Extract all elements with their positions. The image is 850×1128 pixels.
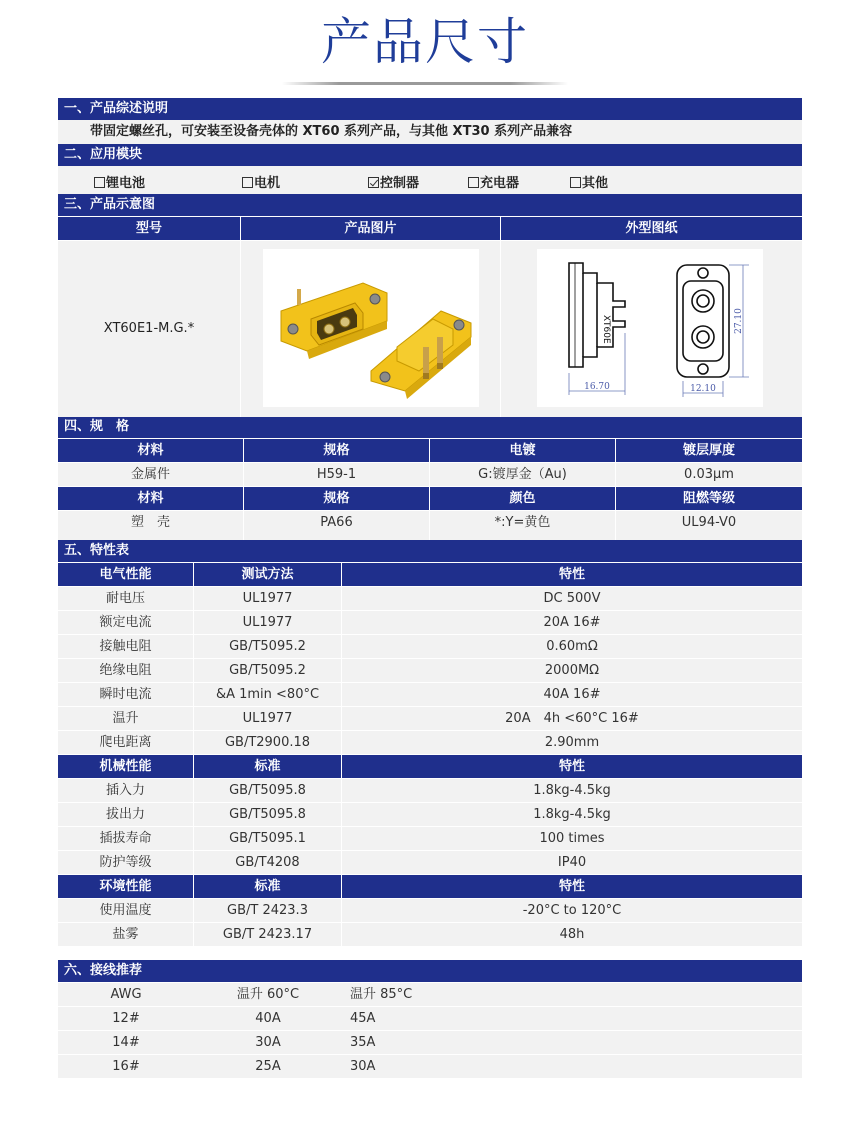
electrical-cell: 接触电阻 — [58, 635, 194, 658]
environment-row — [58, 922, 802, 946]
environment-header-row — [58, 874, 802, 898]
spec-cell: 0.03μm — [616, 463, 802, 486]
environment-cell: 盐雾 — [58, 923, 194, 946]
spec-cell: PA66 — [244, 511, 430, 540]
application-item-battery[interactable]: 锂电池 — [94, 172, 145, 191]
environment-cell: 使用温度 — [58, 899, 194, 922]
electrical-cell: 瞬时电流 — [58, 683, 194, 706]
mechanical-row — [58, 802, 802, 826]
mechanical-cell: 1.8kg-4.5kg — [342, 803, 802, 826]
spec-cell: UL94-V0 — [616, 511, 802, 540]
spec-header-cell: 颜色 — [430, 487, 616, 510]
electrical-row — [58, 658, 802, 682]
wiring-cell: 30A — [342, 1055, 802, 1078]
mechanical-header-row — [58, 754, 802, 778]
wiring-cell: 30A — [194, 1031, 342, 1054]
wiring-cell: 25A — [194, 1055, 342, 1078]
environment-header-cell: 环境性能 — [58, 875, 194, 898]
checkbox-icon[interactable] — [468, 177, 479, 188]
wiring-row — [58, 1030, 802, 1054]
wiring-header-cell: 温升 85°C — [342, 983, 802, 1006]
spec-header-cell: 镀层厚度 — [616, 439, 802, 462]
section-overview-header: 一、产品综述说明 — [58, 98, 802, 120]
environment-header-cell: 特性 — [342, 875, 802, 898]
mechanical-cell: GB/T5095.8 — [194, 803, 342, 826]
section-application-header: 二、应用模块 — [58, 144, 802, 166]
wiring-cell: 35A — [342, 1031, 802, 1054]
spec-header-cell: 材料 — [58, 439, 244, 462]
environment-cell: 48h — [342, 923, 802, 946]
dim-height-label: 27.10 — [734, 308, 744, 334]
mechanical-cell: GB/T5095.8 — [194, 779, 342, 802]
overview-text: 带固定螺丝孔，可安装至设备壳体的 XT60 系列产品，与其他 XT30 系列产品兼容 — [58, 120, 802, 144]
mechanical-row — [58, 850, 802, 874]
spec-header-cell: 规格 — [244, 439, 430, 462]
col-drawing: 外型图纸 — [501, 217, 802, 240]
electrical-row — [58, 610, 802, 634]
section-spec-header: 四、规 格 — [58, 416, 802, 438]
spec-header-cell: 材料 — [58, 487, 244, 510]
mechanical-cell: 拔出力 — [58, 803, 194, 826]
application-item-other[interactable]: 其他 — [570, 172, 608, 191]
diagram-table-header — [58, 216, 802, 240]
spec-data-row-2 — [58, 510, 802, 540]
spec-cell: H59-1 — [244, 463, 430, 486]
mechanical-cell: 插入力 — [58, 779, 194, 802]
checkbox-icon[interactable] — [94, 177, 105, 188]
electrical-header-cell: 特性 — [342, 563, 802, 586]
section-wiring-header: 六、接线推荐 — [58, 960, 802, 982]
dim-width-label: 16.70 — [584, 382, 610, 392]
wiring-row — [58, 1006, 802, 1030]
spec-header-row-2 — [58, 486, 802, 510]
spec-header-cell: 规格 — [244, 487, 430, 510]
mechanical-cell: 100 times — [342, 827, 802, 850]
environment-row — [58, 898, 802, 922]
electrical-header-cell: 测试方法 — [194, 563, 342, 586]
wiring-cell: 12# — [58, 1007, 194, 1030]
col-photo: 产品图片 — [241, 217, 501, 240]
product-photo-cell — [241, 241, 501, 417]
electrical-cell: DC 500V — [342, 587, 802, 610]
spec-cell: 金属件 — [58, 463, 244, 486]
model-number: XT60E1-M.G.* — [58, 241, 241, 417]
checkbox-icon[interactable] — [570, 177, 581, 188]
electrical-cell: 温升 — [58, 707, 194, 730]
connector-photo-icon — [263, 249, 479, 407]
product-photo — [263, 249, 479, 407]
wiring-header-cell: 温升 60°C — [194, 983, 342, 1006]
mechanical-row — [58, 826, 802, 850]
checkbox-icon[interactable] — [242, 177, 253, 188]
electrical-row — [58, 730, 802, 754]
page-title: 产品尺寸 — [321, 13, 529, 71]
electrical-cell: 0.60mΩ — [342, 635, 802, 658]
title-underline — [282, 82, 568, 85]
dim-front-width-label: 12.10 — [690, 384, 716, 394]
electrical-cell: 耐电压 — [58, 587, 194, 610]
environment-cell: GB/T 2423.17 — [194, 923, 342, 946]
spec-cell: 塑 壳 — [58, 511, 244, 540]
electrical-cell: UL1977 — [194, 611, 342, 634]
wiring-row — [58, 1054, 802, 1078]
electrical-cell: &A 1min <80°C — [194, 683, 342, 706]
spec-header-cell: 电镀 — [430, 439, 616, 462]
mechanical-cell: 1.8kg-4.5kg — [342, 779, 802, 802]
electrical-cell: UL1977 — [194, 587, 342, 610]
electrical-cell: GB/T5095.2 — [194, 659, 342, 682]
mechanical-row — [58, 778, 802, 802]
electrical-header-cell: 电气性能 — [58, 563, 194, 586]
application-item-charger[interactable]: 充电器 — [468, 172, 519, 191]
electrical-row — [58, 706, 802, 730]
wiring-cell: 45A — [342, 1007, 802, 1030]
electrical-cell: 20A 4h <60°C 16# — [342, 707, 802, 730]
wiring-cell: 40A — [194, 1007, 342, 1030]
mechanical-cell: 防护等级 — [58, 851, 194, 874]
characteristics-table — [58, 562, 802, 946]
wiring-table — [58, 982, 802, 1078]
spec-header-row-1 — [58, 438, 802, 462]
diagram-table-row — [58, 240, 802, 416]
spec-data-row-1 — [58, 462, 802, 486]
spec-sheet — [58, 98, 802, 1078]
mechanical-header-cell: 特性 — [342, 755, 802, 778]
outline-drawing — [537, 249, 763, 407]
mechanical-cell: IP40 — [342, 851, 802, 874]
electrical-cell: UL1977 — [194, 707, 342, 730]
wiring-header-cell: AWG — [58, 983, 194, 1006]
electrical-cell: 40A 16# — [342, 683, 802, 706]
electrical-row — [58, 586, 802, 610]
wiring-cell: 16# — [58, 1055, 194, 1078]
drawing-side-label: XT60E — [601, 315, 611, 344]
electrical-cell: GB/T5095.2 — [194, 635, 342, 658]
environment-header-cell: 标准 — [194, 875, 342, 898]
environment-cell: -20°C to 120°C — [342, 899, 802, 922]
col-model: 型号 — [58, 217, 241, 240]
mechanical-header-cell: 机械性能 — [58, 755, 194, 778]
electrical-cell: GB/T2900.18 — [194, 731, 342, 754]
application-checklist — [58, 166, 802, 194]
application-item-controller[interactable]: 控制器 — [368, 172, 419, 191]
spec-cell: *:Y=黄色 — [430, 511, 616, 540]
wiring-header-row — [58, 982, 802, 1006]
electrical-cell: 2.90mm — [342, 731, 802, 754]
environment-cell: GB/T 2423.3 — [194, 899, 342, 922]
spec-header-cell: 阻燃等级 — [616, 487, 802, 510]
section-diagram-header: 三、产品示意图 — [58, 194, 802, 216]
technical-drawing-icon — [537, 249, 763, 407]
mechanical-cell: GB/T5095.1 — [194, 827, 342, 850]
electrical-cell: 2000MΩ — [342, 659, 802, 682]
electrical-cell: 爬电距离 — [58, 731, 194, 754]
drawing-cell — [501, 241, 802, 417]
electrical-row — [58, 634, 802, 658]
wiring-cell: 14# — [58, 1031, 194, 1054]
checkbox-checked-icon[interactable] — [368, 177, 379, 188]
application-item-motor[interactable]: 电机 — [242, 172, 280, 191]
electrical-cell: 额定电流 — [58, 611, 194, 634]
mechanical-cell: GB/T4208 — [194, 851, 342, 874]
electrical-row — [58, 682, 802, 706]
section-characteristics-header: 五、特性表 — [58, 540, 802, 562]
mechanical-header-cell: 标准 — [194, 755, 342, 778]
electrical-cell: 绝缘电阻 — [58, 659, 194, 682]
spec-cell: G:镀厚金（Au) — [430, 463, 616, 486]
mechanical-cell: 插拔寿命 — [58, 827, 194, 850]
electrical-cell: 20A 16# — [342, 611, 802, 634]
electrical-header-row — [58, 562, 802, 586]
